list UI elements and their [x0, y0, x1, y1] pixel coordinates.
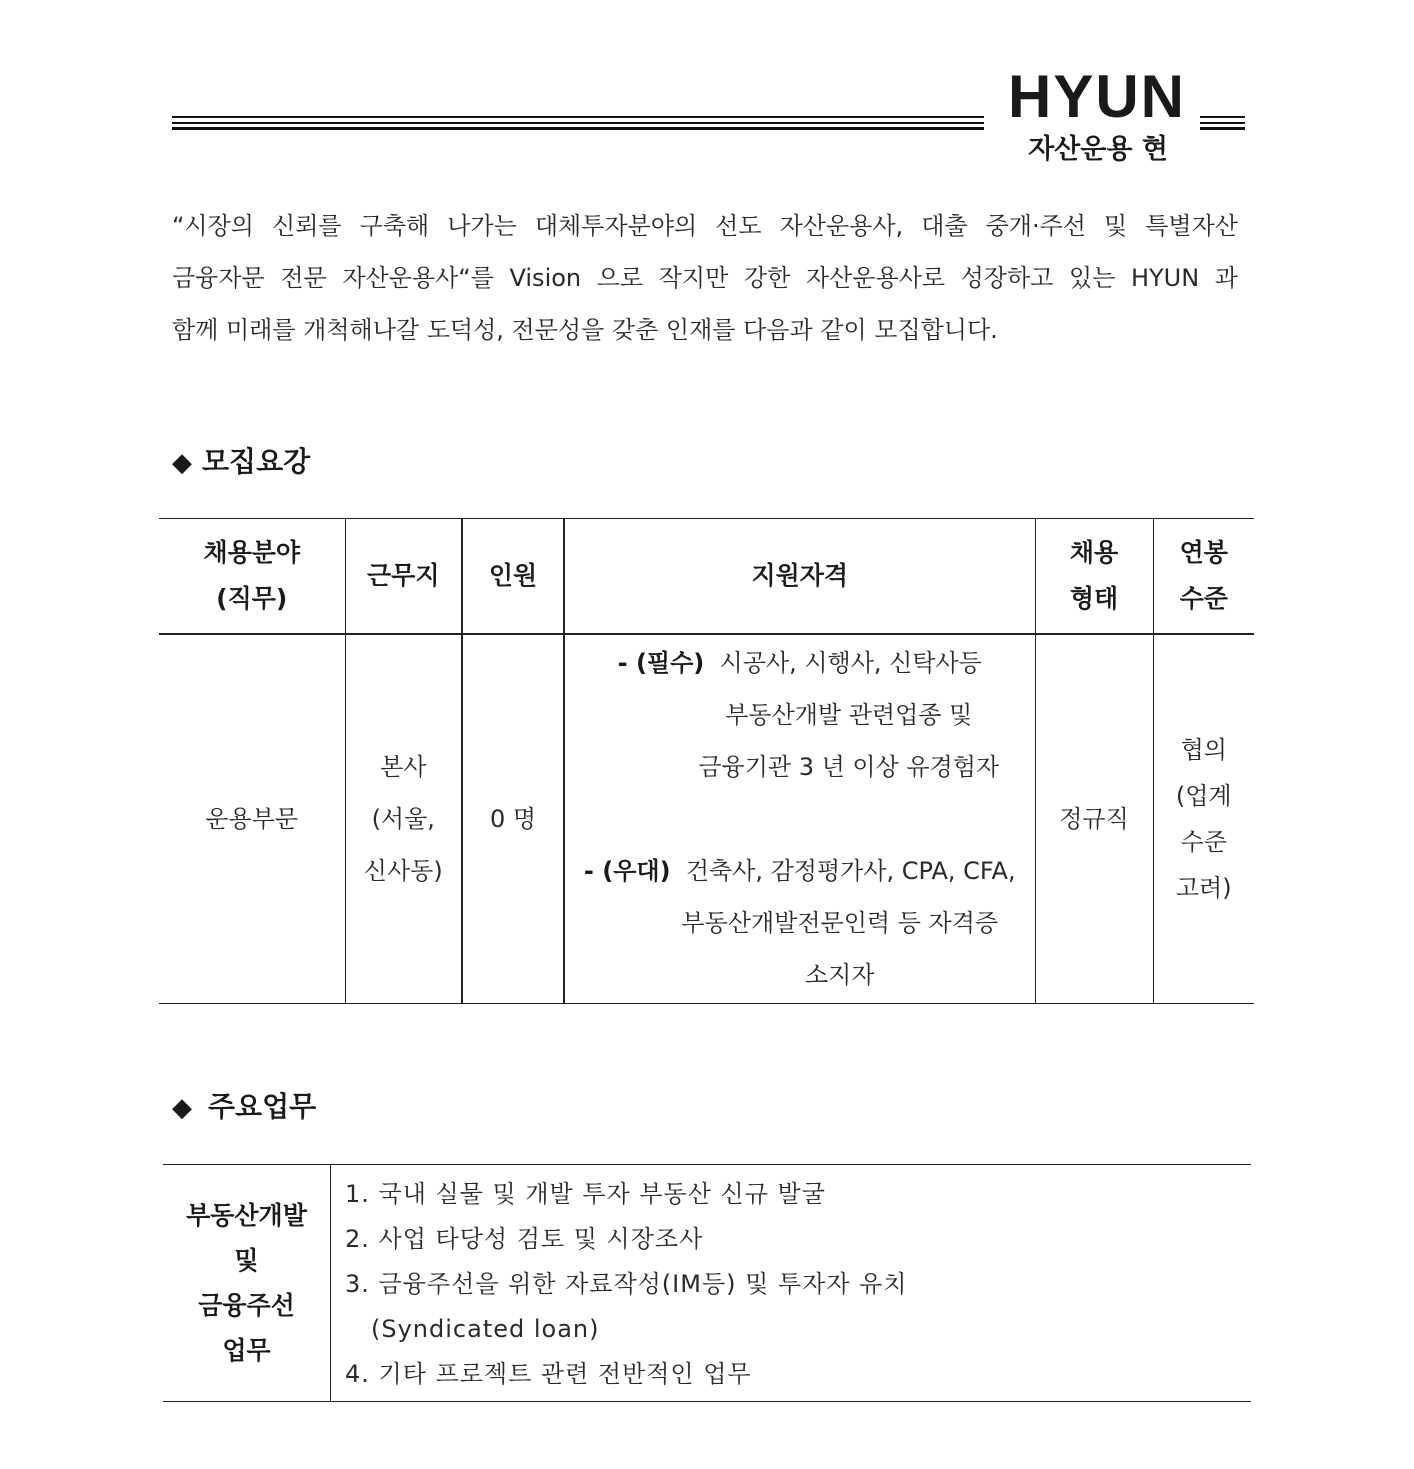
duties-category: 부동산개발 및 금융주선 업무 [163, 1165, 331, 1402]
duties-list [331, 1165, 1252, 1402]
cell-employment-type: 정규직 [1035, 634, 1153, 1004]
list-item: (Syndicated loan) [371, 1314, 600, 1343]
cell-location: 본사 (서울, 신사동) [345, 634, 462, 1004]
recruitment-heading [172, 442, 310, 483]
table-header-row [159, 519, 1254, 635]
cell-salary: 협의 (업계 수준 고려) [1153, 634, 1254, 1004]
intro-line: “시장의 신뢰를 구축해 나가는 대체투자분야의 선도 자산운용사, 대출 중개·주선 및 특별자산 [172, 212, 1238, 240]
diamond-bullet-icon: ◆ [172, 1093, 192, 1123]
diamond-bullet-icon: ◆ [172, 448, 192, 478]
header-location: 근무지 [345, 519, 462, 635]
required-label: - (필수) [617, 649, 705, 677]
header-rule-left-bottom [172, 127, 984, 130]
list-item: 3. 금융주선을 위한 자료작성(IM등) 및 투자자 유치 [345, 1269, 908, 1298]
cell-qualifications [564, 634, 1035, 1004]
header-salary: 연봉 수준 [1153, 519, 1254, 635]
preferred-label: - (우대) [583, 857, 671, 885]
header-rule-right-top [1200, 116, 1245, 118]
required-line: 부동산개발 관련업종 및 [725, 701, 973, 729]
preferred-line: 소지자 [804, 961, 875, 989]
cell-headcount: 0 명 [462, 634, 564, 1004]
list-item: 1. 국내 실물 및 개발 투자 부동산 신규 발굴 [345, 1179, 826, 1208]
header-rule-left-top [172, 116, 984, 118]
list-item: 2. 사업 타당성 검토 및 시장조사 [345, 1224, 704, 1253]
table-row [159, 634, 1254, 1004]
intro-line: 금융자문 전문 자산운용사“를 Vision 으로 작지만 강한 자산운용사로 성장하고 있는 HYUN 과 [172, 264, 1238, 292]
recruitment-table [159, 518, 1254, 1004]
list-item: 4. 기타 프로젝트 관련 전반적인 업무 [345, 1359, 752, 1388]
required-line: 금융기관 3 년 이상 유경험자 [698, 753, 1000, 781]
preferred-line: 부동산개발전문인력 등 자격증 [681, 909, 999, 937]
header-field: 채용분야 (직무) [159, 519, 345, 635]
required-line: - (필수) 시공사, 시행사, 신탁사등 [617, 649, 982, 677]
duties-table [163, 1164, 1251, 1402]
company-logo: HYUN [1007, 63, 1186, 130]
cell-field: 운용부문 [159, 634, 345, 1004]
preferred-line: - (우대) 건축사, 감정평가사, CPA, CFA, [583, 857, 1016, 885]
header-rule-left-mid [172, 122, 984, 124]
header-qualifications: 지원자격 [564, 519, 1035, 635]
duties-heading-text: 주요업무 [208, 1090, 317, 1123]
recruitment-heading-text: 모집요강 [202, 445, 311, 478]
header-headcount: 인원 [462, 519, 564, 635]
intro-paragraph [172, 200, 1238, 356]
duties-heading [172, 1087, 316, 1128]
table-row [163, 1165, 1251, 1402]
header-rule-right-bottom [1200, 127, 1245, 130]
header-employment-type: 채용 형태 [1035, 519, 1153, 635]
header-rule-right-mid [1200, 122, 1245, 124]
intro-line: 함께 미래를 개척해나갈 도덕성, 전문성을 갖춘 인재를 다음과 같이 모집합니다. [172, 316, 998, 344]
company-name: 자산운용 현 [1028, 134, 1168, 165]
